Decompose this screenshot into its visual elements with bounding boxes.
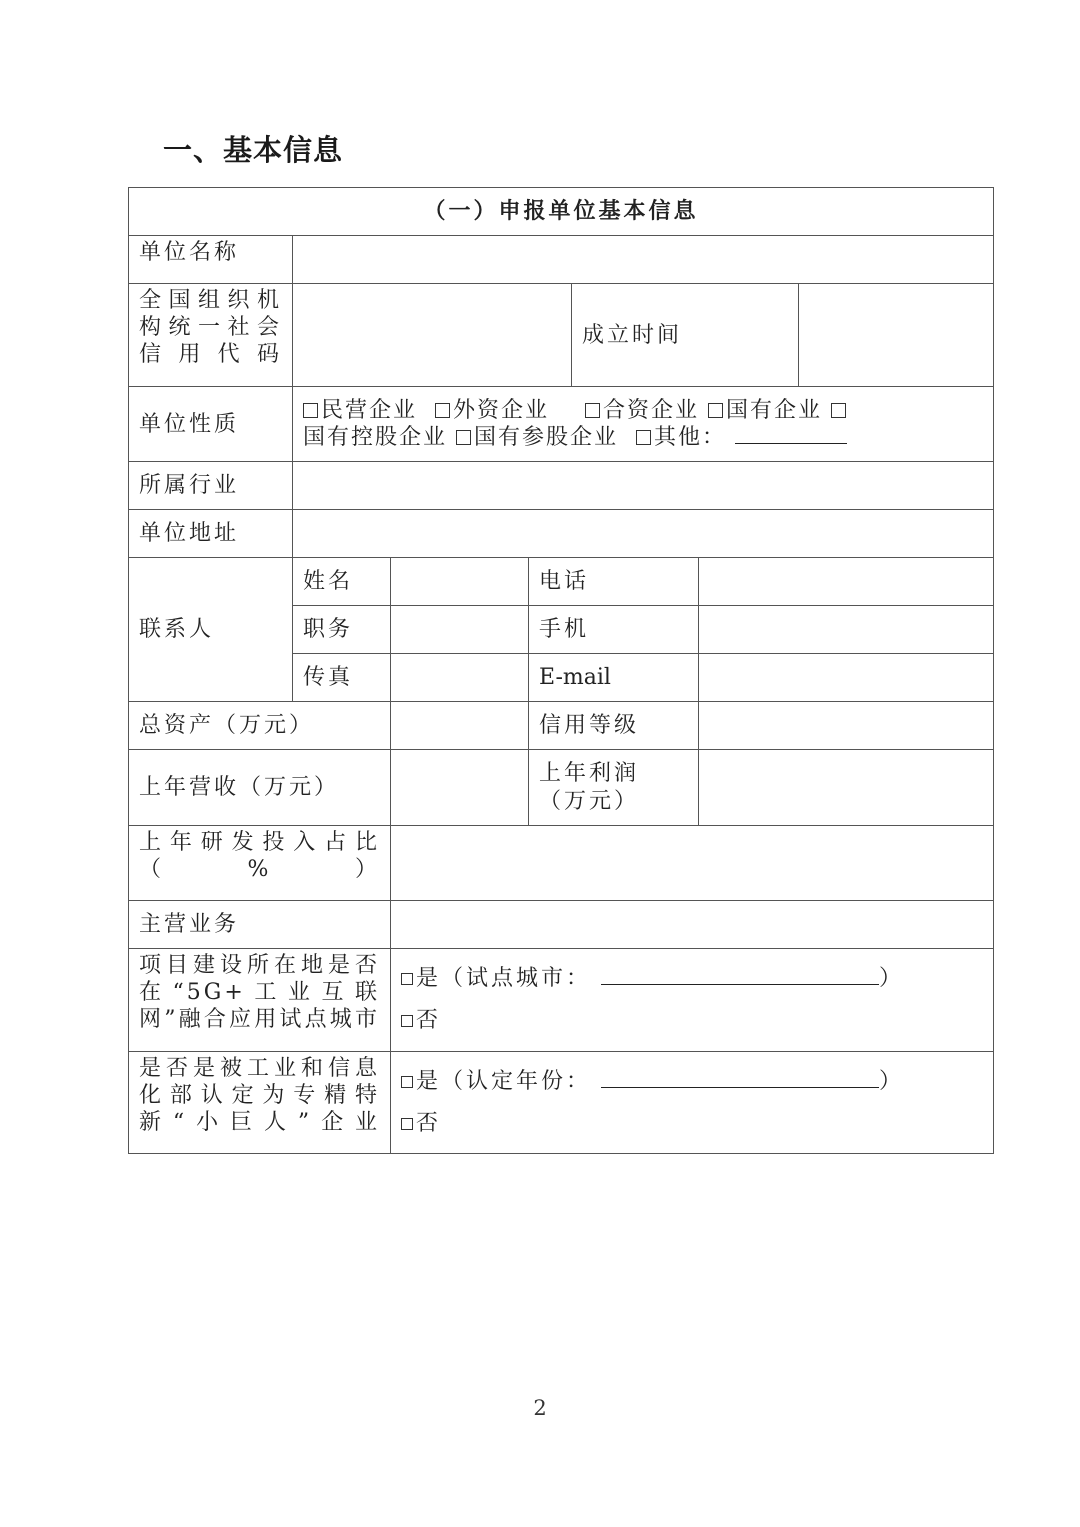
checkbox-icon[interactable] — [401, 973, 413, 985]
pilot-city-label: 项目建设所在地是否在“5G+工业互联网”融合应用试点城市 — [129, 949, 391, 1052]
nature-option-joint[interactable]: 合资企业 — [585, 398, 699, 423]
unit-name-field[interactable] — [293, 236, 994, 284]
contact-title-label: 职务 — [293, 606, 391, 654]
industry-label: 所属行业 — [129, 462, 293, 510]
pilot-city-no-option[interactable]: 否 — [401, 1008, 441, 1033]
checkbox-icon[interactable] — [831, 403, 846, 418]
contact-label: 联系人 — [129, 558, 293, 702]
unit-nature-options — [293, 387, 994, 462]
contact-phone-label: 电话 — [529, 558, 699, 606]
little-giant-year-blank[interactable] — [601, 1087, 879, 1088]
little-giant-no-option[interactable]: 否 — [401, 1111, 441, 1136]
checkbox-icon[interactable] — [435, 403, 450, 418]
profit-label: 上年利润（万元） — [529, 750, 699, 826]
checkbox-icon[interactable] — [708, 403, 723, 418]
industry-field[interactable] — [293, 462, 994, 510]
table-caption: （一）申报单位基本信息 — [129, 188, 994, 236]
credit-code-field[interactable] — [293, 284, 572, 387]
checkbox-icon[interactable] — [401, 1076, 413, 1088]
nature-option-state[interactable]: 国有企业 — [708, 398, 822, 423]
contact-mobile-label: 手机 — [529, 606, 699, 654]
checkbox-icon[interactable] — [636, 430, 651, 445]
nature-option-state-controlled[interactable]: 国有控股企业 — [303, 425, 448, 450]
checkbox-icon[interactable] — [401, 1015, 413, 1027]
credit-rating-field[interactable] — [699, 702, 994, 750]
contact-email-field[interactable] — [699, 654, 994, 702]
little-giant-label: 是否是被工业和信息化部认定为专精特新“小巨人”企业 — [129, 1052, 391, 1154]
unit-nature-label: 单位性质 — [129, 387, 293, 462]
rd-ratio-label: 上年研发投入占比（%） — [129, 826, 391, 901]
page-number: 2 — [533, 1396, 547, 1420]
pilot-city-blank[interactable] — [601, 984, 879, 985]
established-label: 成立时间 — [572, 284, 799, 387]
pilot-city-yes-option[interactable]: 是（试点城市： — [401, 966, 591, 991]
contact-email-label: E-mail — [529, 654, 699, 702]
pilot-city-options: 是（试点城市： ） 否 — [391, 949, 994, 1052]
contact-fax-field[interactable] — [391, 654, 529, 702]
credit-rating-label: 信用等级 — [529, 702, 699, 750]
main-business-field[interactable] — [391, 901, 994, 949]
contact-name-label: 姓名 — [293, 558, 391, 606]
other-nature-blank[interactable] — [735, 443, 847, 444]
credit-code-label: 全国组织机构统一社会信用代码 — [129, 284, 293, 387]
unit-name-label: 单位名称 — [129, 236, 293, 284]
rd-ratio-field[interactable] — [391, 826, 994, 901]
contact-title-field[interactable] — [391, 606, 529, 654]
nature-option-other[interactable]: 其他： — [636, 425, 726, 450]
checkbox-icon[interactable] — [401, 1118, 413, 1130]
nature-option-state-shareholding[interactable]: 国有参股企业 — [456, 425, 618, 450]
checkbox-icon[interactable] — [456, 430, 471, 445]
checkbox-icon[interactable] — [303, 403, 318, 418]
profit-field[interactable] — [699, 750, 994, 826]
contact-name-field[interactable] — [391, 558, 529, 606]
main-business-label: 主营业务 — [129, 901, 391, 949]
nature-option-foreign[interactable]: 外资企业 — [435, 398, 549, 423]
contact-phone-field[interactable] — [699, 558, 994, 606]
contact-mobile-field[interactable] — [699, 606, 994, 654]
section-title: 一、基本信息 — [163, 133, 344, 167]
total-assets-field[interactable] — [391, 702, 529, 750]
little-giant-yes-option[interactable]: 是（认定年份： — [401, 1069, 591, 1094]
nature-option-private[interactable]: 民营企业 — [303, 398, 417, 423]
established-field[interactable] — [799, 284, 994, 387]
address-label: 单位地址 — [129, 510, 293, 558]
little-giant-options: 是（认定年份： ） 否 — [391, 1052, 994, 1154]
total-assets-label: 总资产（万元） — [129, 702, 391, 750]
checkbox-icon[interactable] — [585, 403, 600, 418]
address-field[interactable] — [293, 510, 994, 558]
revenue-field[interactable] — [391, 750, 529, 826]
revenue-label: 上年营收（万元） — [129, 750, 391, 826]
unit-info-table — [128, 187, 994, 1154]
contact-fax-label: 传真 — [293, 654, 391, 702]
